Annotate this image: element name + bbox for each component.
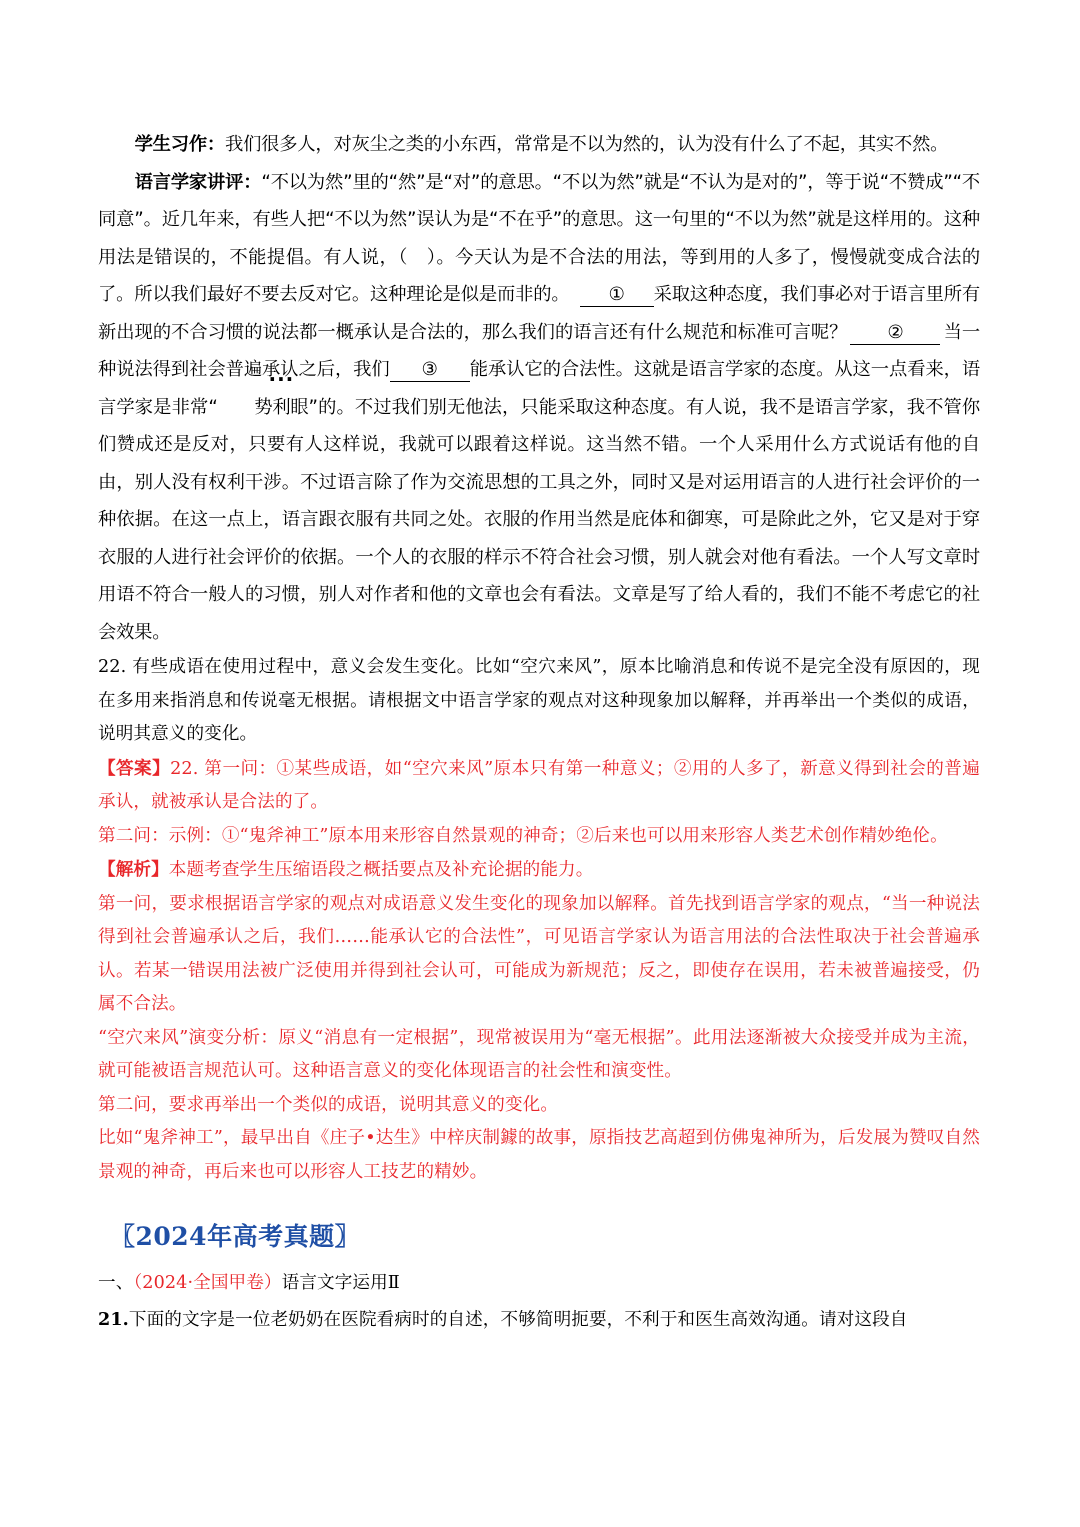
linguist-text-1: “不以为然”里的“然”是“对”的意思。“不以为然”就是“不认为是对的”，等于说“不赞成”“不同意”。近几年来，有些人把“不以为然”误认为是“不在乎”的意思。这一句里的“不以为然”就是这样用的。这种用法是错误的，不能提倡。有人说，（ ）。今天认为是不合法的用法，等到用的人多了，慢慢就变成合法的了。所以我们最好不要去反对它。这种理论是似是而非的。 — [98, 171, 980, 305]
analysis-intro-text: 本题考查学生压缩语段之概括要点及补充论据的能力。 — [168, 860, 594, 880]
section-item-source: （2024·全国甲卷） — [133, 1273, 282, 1293]
analysis-paragraph-3: 第二问，要求再举出一个类似的成语，说明其意义的变化。 — [98, 1094, 559, 1115]
student-paragraph — [98, 126, 980, 164]
reading-passage — [98, 126, 980, 651]
linguist-label: 语言学家讲评： — [134, 171, 262, 193]
analysis-tag: 【解析】 — [98, 859, 169, 880]
section-item-prefix: 一、 — [98, 1273, 134, 1293]
section-item — [98, 1267, 980, 1301]
answer-part-1 — [98, 752, 980, 820]
student-label: 学生习作： — [134, 134, 225, 155]
question-21-text: 下面的文字是一位老奶奶在医院看病时的自述，不够简明扼要，不利于和医生高效沟通。请对这段自 — [128, 1309, 908, 1330]
linguist-text-5: ”的。不过我们别无他法，只能采取这种态度。有人说，我不是语言学家，我不管你们赞成还是反对，只要有人这样说，我就可以跟着这样说。这当然不错。一个人采用什么方式说话有他的自由，别人没有权利干涉。不过语言除了作为交流思想的工具之外，同时又是对运用语言的人进行社会评价的一种依据。在这一点上，语言跟衣服有共同之处。衣服的作用当然是庇体和御寒，可是除此之外，它又是对于穿衣服的人进行社会评价的依据。一个人的衣服的样示不符合社会习惯，别人就会对他有看法。一个人写文章时用语不符合一般人的习惯，别人对作者和他的文章也会有看法。文章是写了给人看的，我们不能不考虑它的社会效果。 — [98, 396, 980, 643]
linguist-text-2: 采取这种态度，我们事必对于语言里所有新出现的不合习惯的说法都一概承认是合法的，那么我们的语言还有什么规范和标准可言呢？ — [98, 284, 980, 343]
student-text: 我们很多人，对灰尘之类的小东西，常常是不以为然的，认为没有什么了不起，其实不然。 — [225, 134, 949, 155]
blank-2: ② — [850, 322, 940, 345]
analysis-intro — [98, 853, 980, 888]
blank-3: ③ — [390, 359, 470, 382]
section-item-name: 语言文字运用Ⅱ — [281, 1273, 400, 1293]
answer-tag: 【答案】 — [98, 757, 171, 779]
dotted-emphasis-word: ··· 势利眼 — [218, 389, 309, 427]
question-21 — [98, 1303, 980, 1338]
linguist-text-4: 能承认它的合法性。这就是语言学家的态度。从这一点看来，语言学家是非常“ — [98, 359, 980, 418]
section-title: 〖2024年高考真题〗 — [110, 1222, 361, 1251]
linguist-paragraph — [98, 164, 980, 652]
answer-part-2: 第二问：示例：①“鬼斧神工”原本用来形容自然景观的神奇；②后来也可以用来形容人类艺术创作精妙绝伦。 — [98, 825, 948, 846]
question-21-number: 21. — [98, 1308, 129, 1330]
analysis-paragraph-1: 第一问，要求根据语言学家的观点对成语意义发生变化的现象加以解释。首先找到语言学家的观点，“当一种说法得到社会普遍承认之后，我们……能承认它的合法性”，可见语言学家认为语言用法的合法性取决于社会普遍承认。若某一错误用法被广泛使用并得到社会认可，可能成为新规范；反之，即使存在误用，若未被普遍接受，仍属不合法。 — [98, 893, 980, 1014]
analysis-paragraph-4: 比如“鬼斧神工”，最早出自《庄子•达生》中梓庆制鐻的故事，原指技艺高超到仿佛鬼神所为，后发展为赞叹自然景观的神奇，再后来也可以形容人工技艺的精妙。 — [98, 1128, 980, 1182]
question-22: 22. 有些成语在使用过程中，意义会发生变化。比如“空穴来风”，原本比喻消息和传说不是完全没有原因的，现在多用来指消息和传说毫无根据。请根据文中语言学家的观点对这种现象加以解释，并再举出一个类似的成语，说明其意义的变化。 — [98, 657, 980, 744]
analysis-paragraph-2: “空穴来风”演变分析：原义“消息有一定根据”，现常被误用为“毫无根据”。此用法逐渐被大众接受并成为主流，就可能被语言规范认可。这种语言意义的变化体现语言的社会性和演变性。 — [98, 1027, 980, 1081]
blank-1: ① — [580, 284, 654, 307]
linguist-text-3: 当一种说法得到社会普遍承认之后，我们 — [98, 321, 980, 380]
answer-part-1-text: 22. 第一问：①某些成语，如“空穴来风”原本只有第一种意义；②用的人多了，新意义得到社会的普遍承认，就被承认是合法的了。 — [98, 758, 980, 812]
